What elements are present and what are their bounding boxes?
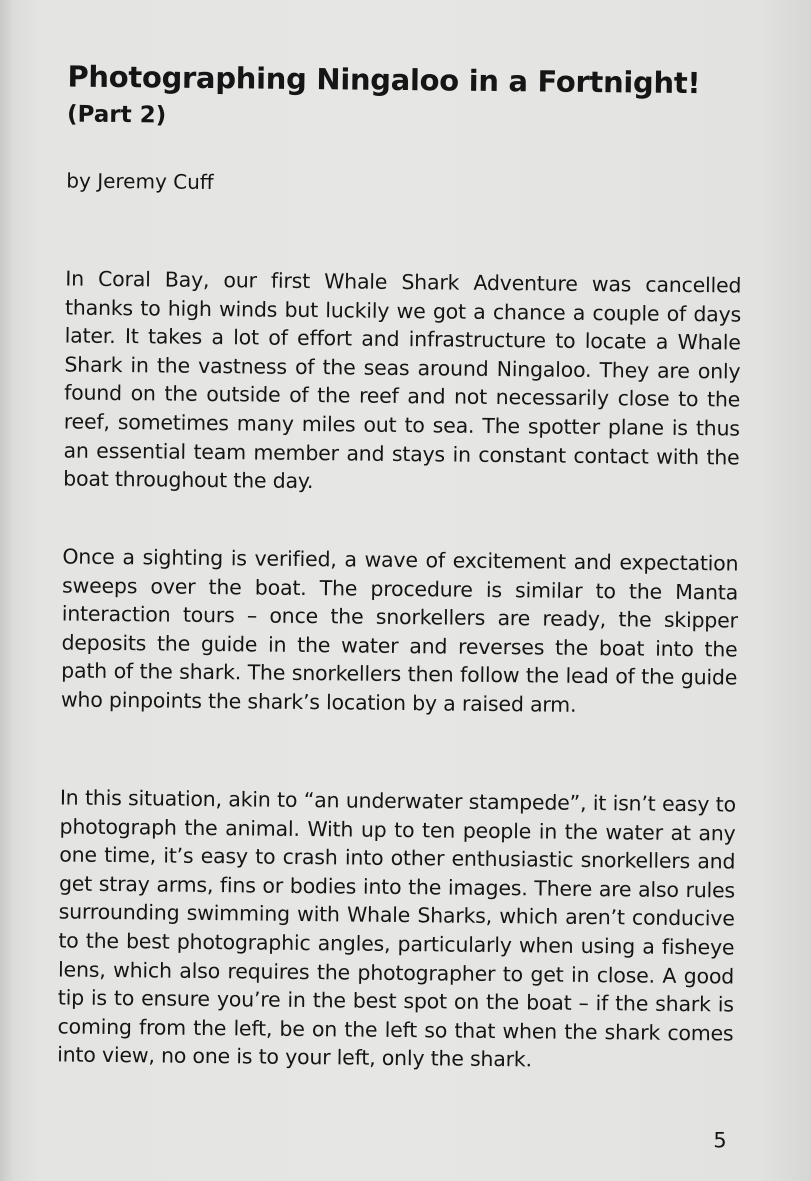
article-byline: by Jeremy Cuff <box>66 168 214 195</box>
article-paragraph: Once a sighting is verified, a wave of excitement and expectation sweeps over the boat. The procedure is similar to the Manta interaction tours – once the snorkellers are ready, the skipper deposits the guide in the water and reverses the boat into the path of the shark. The snorkellers then follow the lead of the guide who pinpoints the shark’s location by a raised arm. <box>60 544 739 717</box>
page-number: 5 <box>713 1128 727 1153</box>
article-title: Photographing Ningaloo in a Fortnight! <box>67 59 701 101</box>
article-paragraph: In this situation, akin to “an underwater stampede”, it isn’t easy to photograph the animal. With up to ten people in the water at any one time, it’s easy to crash into other enthusiastic snorkellers and get stray arms, fins or bodies into the images. There are also rules surrounding swimming with Whale Sharks, which aren’t conducive to the best photographic angles, particularly when using a fisheye lens, which also requires the photographer to get in close. A good tip is to ensure you’re in the best spot on the boat – if the shark is coming from the left, be on the left so that when the shark comes into view, no one is to your left, only the shark. <box>57 785 737 1072</box>
article-subtitle: (Part 2) <box>66 101 167 129</box>
article-paragraph: In Coral Bay, our first Whale Shark Adventure was cancelled thanks to high winds but luckily we got a chance a couple of days later. It takes a lot of effort and infrastructure to locate a Whale Shark in the vastness of the seas around Ningaloo. They are only found on the outside of the reef and not necessarily close to the reef, sometimes many miles out to sea. The spotter plane is thus an essential team member and stays in constant contact with the boat throughout the day. <box>63 266 742 494</box>
